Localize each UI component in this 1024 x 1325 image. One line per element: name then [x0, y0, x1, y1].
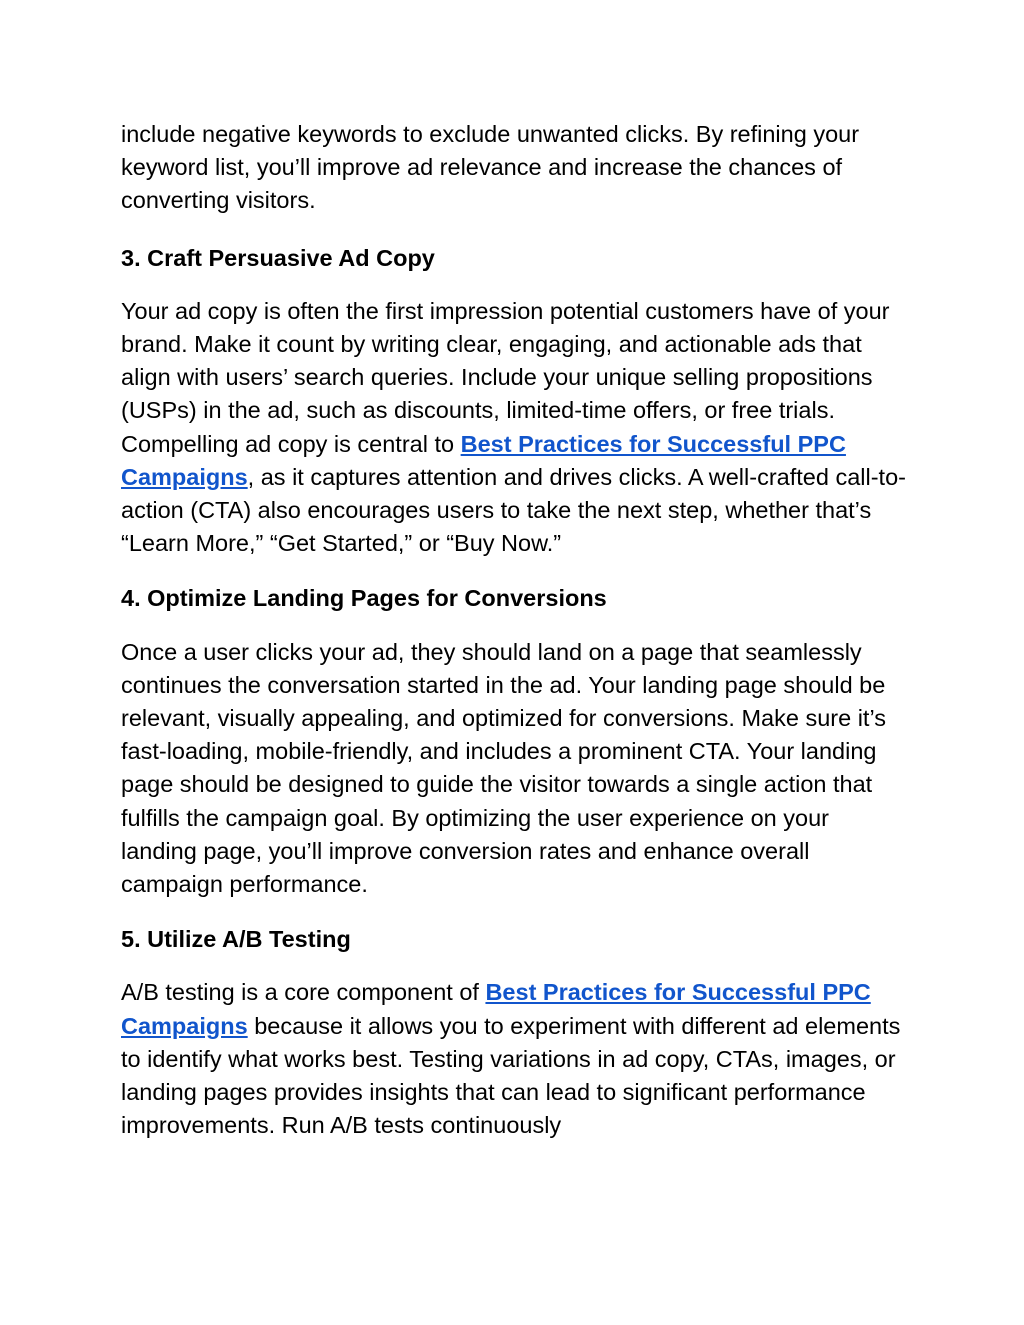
- ad-copy-paragraph: [121, 295, 911, 561]
- ad-copy-text-end: , as it captures attention and drives clicks. A well-crafted call-to-action (CTA) also encourages users to take the next step, whether that’s “Learn More,” “Get Started,” or “Buy Now.”: [121, 463, 906, 557]
- ab-testing-text-end: because it allows you to experiment with different ad elements to identify what works best. Testing variations in ad copy, CTAs, images, or landing pages provides insights that can lead to significant performance improvements. Run A/B tests continuously: [121, 1012, 901, 1139]
- ppc-best-practices-link-2[interactable]: Best Practices for Successful PPC Campaigns: [121, 979, 871, 1039]
- heading-craft-ad-copy: 3. Craft Persuasive Ad Copy: [121, 244, 435, 271]
- ab-testing-paragraph: [121, 976, 911, 1142]
- landing-page-paragraph: Once a user clicks your ad, they should land on a page that seamlessly continues the conversation started in the ad. Your landing page should be relevant, visually appealing, and optimized for conversions. Make sure it’s fast-loading, mobile-friendly, and includes a prominent CTA. Your landing page should be designed to guide the visitor towards a single action that fulfills the campaign goal. By optimizing the user experience on your landing page, you’ll improve conversion rates and enhance overall campaign performance.: [121, 638, 887, 898]
- ab-testing-text-start: A/B testing is a core component of: [121, 979, 486, 1006]
- ppc-best-practices-link[interactable]: Best Practices for Successful PPC Campaigns: [121, 430, 846, 490]
- heading-landing-pages: 4. Optimize Landing Pages for Conversions: [121, 585, 607, 612]
- ad-copy-text-start: Your ad copy is often the first impression potential customers have of your brand. Make it count by writing clear, engaging, and actionable ads that align with users’ search queries. Include your unique selling propositions (USPs) in the ad, such as discounts, limited-time offers, or free trials. Compelling ad copy is central to: [121, 297, 890, 457]
- heading-ab-testing: 5. Utilize A/B Testing: [121, 926, 351, 953]
- document-page: [121, 118, 911, 1142]
- intro-paragraph: include negative keywords to exclude unwanted clicks. By refining your keyword list, you’ll improve ad relevance and increase the chances of converting visitors.: [121, 121, 860, 214]
